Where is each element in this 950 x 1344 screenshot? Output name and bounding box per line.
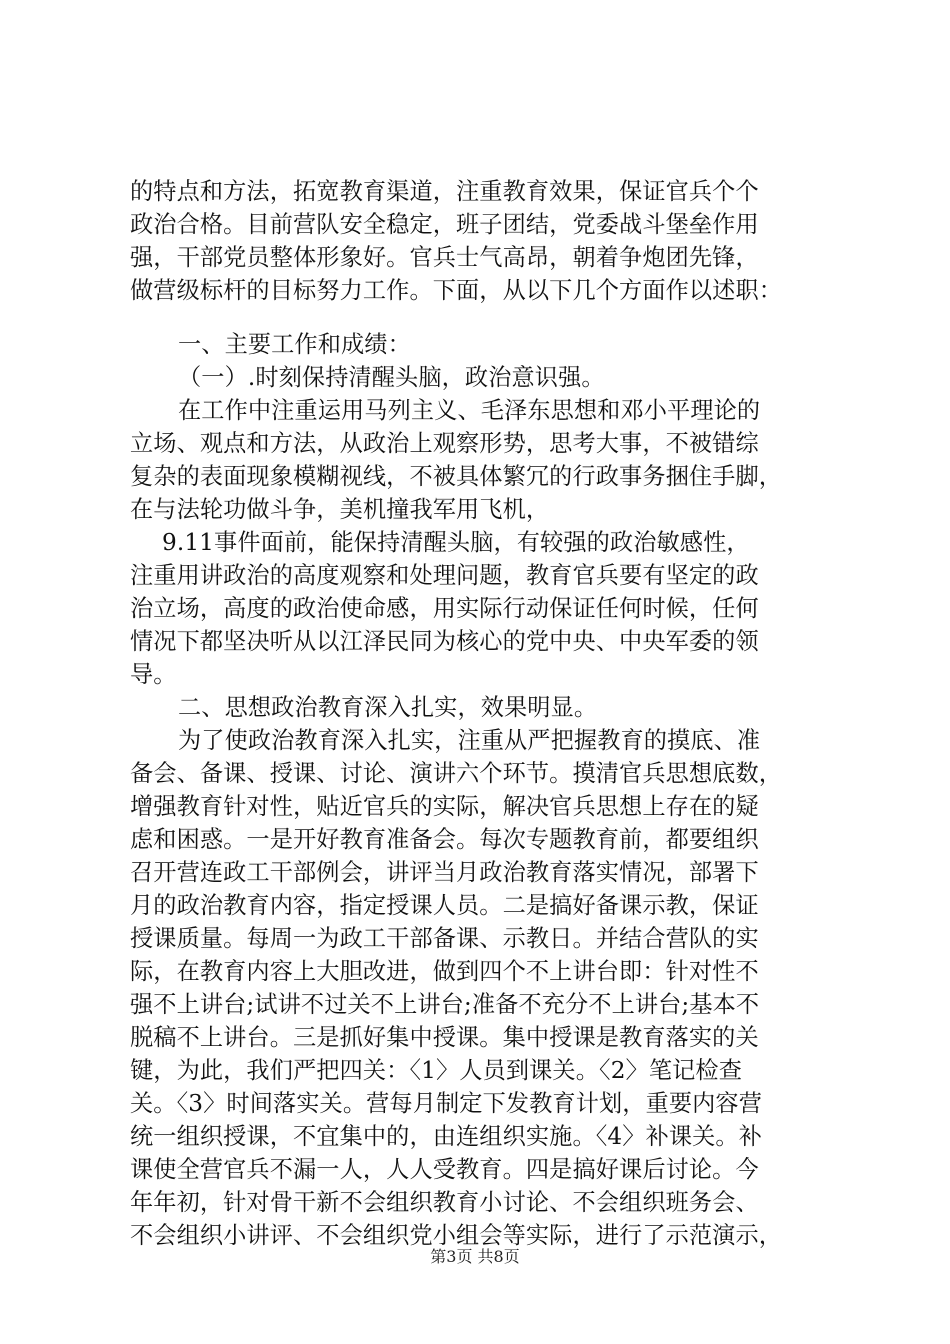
paragraph-line: 统一组织授课，不宜集中的，由连组织实施。〈4〉补课关。补: [130, 1123, 763, 1150]
paragraph-line: 治立场，高度的政治使命感，用实际行动保证任何时候，任何: [130, 595, 759, 622]
paragraph-line: 召开营连政工干部例会，讲评当月政治教育落实情况，部署下: [130, 859, 759, 886]
subsection-heading: （一）.时刻保持清醒头脑，政治意识强。: [178, 364, 605, 391]
paragraph-line: 9.11事件面前，能保持清醒头脑，有较强的政治敏感性，: [162, 529, 750, 556]
paragraph-line: 注重用讲政治的高度观察和处理问题，教育官兵要有坚定的政: [130, 562, 759, 589]
paragraph-line: 年年初，针对骨干新不会组织教育小讨论、不会组织班务会、: [130, 1189, 759, 1216]
section-heading: 一、主要工作和成绩：: [178, 331, 411, 358]
paragraph-line: 为了使政治教育深入扎实，注重从严把握教育的摸底、准: [178, 727, 761, 754]
paragraph-line: 情况下都坚决听从以江泽民同为核心的党中央、中央军委的领: [130, 628, 759, 655]
paragraph-line: 在工作中注重运用马列主义、毛泽东思想和邓小平理论的: [178, 397, 761, 424]
paragraph-line: 增强教育针对性，贴近官兵的实际，解决官兵思想上存在的疑: [130, 793, 759, 820]
paragraph-line: 政治合格。目前营队安全稳定，班子团结，党委战斗堡垒作用: [130, 211, 759, 238]
paragraph-line: 的特点和方法，拓宽教育渠道，注重教育效果，保证官兵个个: [130, 178, 759, 205]
paragraph-line: 关。〈3〉时间落实关。营每月制定下发教育计划，重要内容营: [130, 1090, 763, 1117]
paragraph-line: 键，为此，我们严把四关：〈1〉人员到课关。〈2〉笔记检查: [130, 1057, 742, 1084]
paragraph-line: 立场、观点和方法，从政治上观察形势，思考大事，不被错综: [130, 430, 759, 457]
paragraph-line: 做营级标杆的目标努力工作。下面，从以下几个方面作以述职：: [130, 277, 783, 304]
paragraph-line: 在与法轮功做斗争，美机撞我军用飞机，: [130, 496, 550, 523]
paragraph-line: 备会、备课、授课、讨论、演讲六个环节。摸清官兵思想底数，: [130, 760, 783, 787]
paragraph-line: 脱稿不上讲台。三是抓好集中授课。集中授课是教育落实的关: [130, 1024, 759, 1051]
paragraph-line: 授课质量。每周一为政工干部备课、示教日。并结合营队的实: [130, 925, 759, 952]
paragraph-line: 不会组织小讲评、不会组织党小组会等实际，进行了示范演示，: [130, 1222, 783, 1249]
page-number-footer: 第3页 共8页: [430, 1247, 520, 1266]
paragraph-line: 月的政治教育内容，指定授课人员。二是搞好备课示教，保证: [130, 892, 759, 919]
paragraph-line: 复杂的表面现象模糊视线，不被具体繁冗的行政事务捆住手脚，: [130, 463, 783, 490]
section-heading: 二、思想政治教育深入扎实，效果明显。: [178, 694, 598, 721]
paragraph-line: 强，干部党员整体形象好。官兵士气高昂，朝着争炮团先锋，: [130, 244, 759, 271]
paragraph-line: 虑和困惑。一是开好教育准备会。每次专题教育前，都要组织: [130, 826, 759, 853]
paragraph-line: 课使全营官兵不漏一人，人人受教育。四是搞好课后讨论。今: [130, 1156, 759, 1183]
paragraph-line: 强不上讲台;试讲不过关不上讲台;准备不充分不上讲台;基本不: [130, 991, 760, 1018]
paragraph-line: 导。: [130, 661, 177, 688]
paragraph-line: 际，在教育内容上大胆改进，做到四个不上讲台即：针对性不: [130, 958, 759, 985]
